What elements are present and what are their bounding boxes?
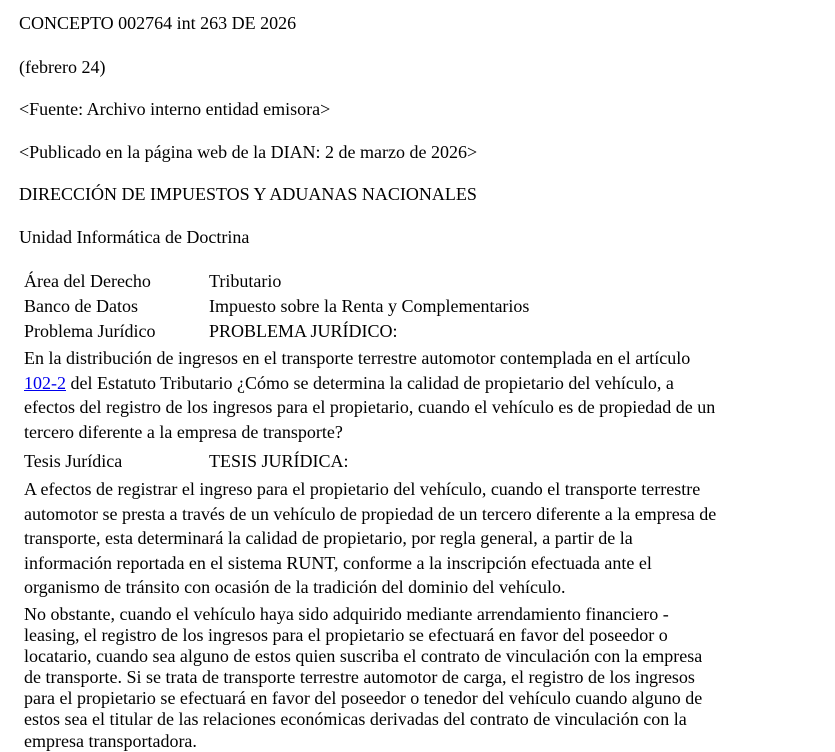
meta-value-database: Impuesto sobre la Renta y Complementarios	[209, 296, 530, 316]
problem-line: efectos del registro de los ingresos para el propietario, cuando el vehículo es de propiedad de un	[24, 397, 716, 417]
thesis-line: A efectos de registrar el ingreso para el propietario del vehículo, cuando el transporte terrestre	[24, 479, 701, 499]
thesis-line: automotor se presta a través de un vehículo de propiedad de un tercero diferente a la empresa de	[24, 503, 717, 524]
publication-note: <Publicado en la página web de la DIAN: 2 de marzo de 2026>	[19, 142, 478, 162]
thesis-line: empresa transportadora.	[24, 730, 197, 751]
issuing-entity: DIRECCIÓN DE IMPUESTOS Y ADUANAS NACIONALES	[19, 184, 477, 204]
thesis-line: organismo de tránsito con ocasión de la tradición del dominio del vehículo.	[24, 577, 566, 597]
thesis-paragraph-2	[24, 604, 804, 752]
thesis-line: leasing, el registro de los ingresos para el propietario se efectuará en favor del poseedor o	[24, 625, 668, 646]
problem-line: En la distribución de ingresos en el transporte terrestre automotor contemplada en el artículo	[24, 348, 691, 368]
meta-row-thesis	[24, 450, 349, 472]
thesis-paragraph-1	[24, 477, 804, 600]
thesis-line: información reportada en el sistema RUNT, conforme a la inscripción efectuada ante el	[24, 552, 652, 573]
problem-line	[24, 371, 804, 396]
meta-value-problem: PROBLEMA JURÍDICO:	[209, 321, 398, 341]
problem-statement	[24, 346, 804, 444]
problem-line: tercero diferente a la empresa de transporte?	[24, 421, 343, 442]
meta-row-problem	[24, 320, 398, 342]
thesis-line: de transporte. Si se trata de transporte terrestre automotor de carga, el registro de los ingresos	[24, 667, 695, 688]
concept-title: CONCEPTO 002764 int 263 DE 2026	[19, 13, 297, 33]
meta-label-area: Área del Derecho	[24, 271, 151, 291]
thesis-line: transporte, esta determinará la calidad de propietario, por regla general, a partir de la	[24, 528, 633, 548]
source-note: <Fuente: Archivo interno entidad emisora>	[19, 99, 331, 119]
meta-value-area: Tributario	[209, 271, 282, 291]
meta-value-thesis: TESIS JURÍDICA:	[209, 451, 349, 471]
meta-row-area	[24, 270, 281, 292]
issuing-unit: Unidad Informática de Doctrina	[19, 227, 250, 247]
thesis-line: locatario, cuando sea alguno de estos quien suscriba el contrato de vinculación con la empresa	[24, 646, 703, 667]
concept-date: (febrero 24)	[19, 57, 106, 77]
meta-label-database: Banco de Datos	[24, 296, 138, 316]
problem-line-rest: del Estatuto Tributario ¿Cómo se determina la calidad de propietario del vehículo, a	[66, 372, 674, 393]
article-link[interactable]: 102-2	[24, 372, 66, 393]
thesis-line: para el propietario se efectuará en favor del poseedor o tenedor del vehículo cuando alguno de	[24, 688, 703, 709]
thesis-line: No obstante, cuando el vehículo haya sido adquirido mediante arrendamiento financiero -	[24, 604, 669, 624]
meta-label-problem: Problema Jurídico	[24, 321, 156, 341]
thesis-line: estos sea el titular de las relaciones económicas derivadas del contrato de vinculación con la	[24, 709, 687, 730]
meta-row-database	[24, 295, 529, 317]
meta-label-thesis: Tesis Jurídica	[24, 451, 123, 471]
